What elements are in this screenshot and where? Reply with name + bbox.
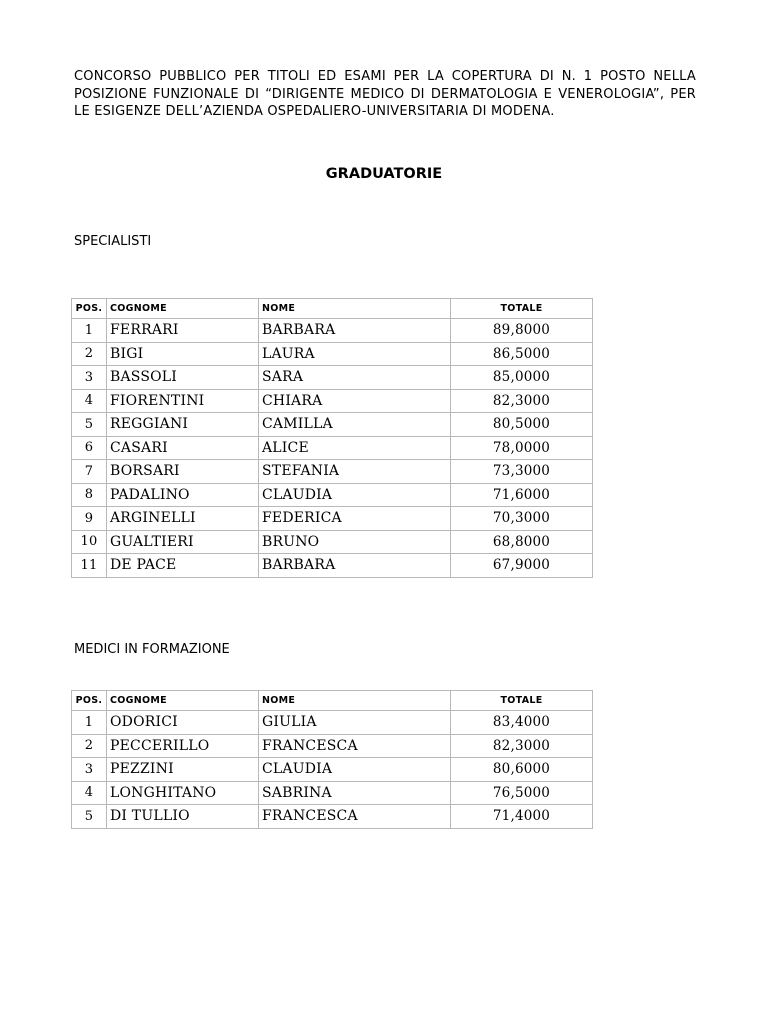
column-header-nome: NOME xyxy=(259,299,451,319)
page-title: GRADUATORIE xyxy=(325,166,443,182)
cell-nome: BARBARA xyxy=(259,554,451,578)
cell-cognome: DI TULLIO xyxy=(107,805,259,829)
cell-cognome: BASSOLI xyxy=(107,366,259,390)
column-header-cognome: COGNOME xyxy=(107,691,259,711)
cell-pos: 5 xyxy=(72,805,107,829)
column-header-pos: POS. xyxy=(72,299,107,319)
cell-nome: FEDERICA xyxy=(259,507,451,531)
cell-nome: CHIARA xyxy=(259,389,451,413)
cell-nome: CLAUDIA xyxy=(259,758,451,782)
cell-nome: BRUNO xyxy=(259,530,451,554)
cell-pos: 7 xyxy=(72,460,107,484)
cell-totale: 80,6000 xyxy=(451,758,593,782)
cell-cognome: BIGI xyxy=(107,342,259,366)
cell-totale: 78,0000 xyxy=(451,436,593,460)
table-row xyxy=(72,758,593,782)
cell-pos: 10 xyxy=(72,530,107,554)
column-header-pos: POS. xyxy=(72,691,107,711)
cell-nome: LAURA xyxy=(259,342,451,366)
cell-nome: SABRINA xyxy=(259,781,451,805)
cell-totale: 71,6000 xyxy=(451,483,593,507)
table-row xyxy=(72,805,593,829)
cell-cognome: DE PACE xyxy=(107,554,259,578)
table-row xyxy=(72,554,593,578)
cell-totale: 70,3000 xyxy=(451,507,593,531)
column-header-totale: TOTALE xyxy=(451,691,593,711)
cell-nome: CLAUDIA xyxy=(259,483,451,507)
cell-totale: 89,8000 xyxy=(451,319,593,343)
table-row xyxy=(72,319,593,343)
cell-nome: STEFANIA xyxy=(259,460,451,484)
cell-nome: SARA xyxy=(259,366,451,390)
table-row xyxy=(72,530,593,554)
cell-totale: 67,9000 xyxy=(451,554,593,578)
cell-nome: GIULIA xyxy=(259,711,451,735)
cell-nome: FRANCESCA xyxy=(259,805,451,829)
table-row xyxy=(72,460,593,484)
cell-pos: 9 xyxy=(72,507,107,531)
cell-nome: FRANCESCA xyxy=(259,734,451,758)
cell-pos: 2 xyxy=(72,342,107,366)
cell-cognome: FERRARI xyxy=(107,319,259,343)
cell-nome: CAMILLA xyxy=(259,413,451,437)
section-title-medici-in-formazione: MEDICI IN FORMAZIONE xyxy=(74,642,230,657)
cell-totale: 82,3000 xyxy=(451,734,593,758)
ranking-table-specialisti xyxy=(71,298,593,578)
cell-pos: 11 xyxy=(72,554,107,578)
table-row xyxy=(72,734,593,758)
cell-pos: 5 xyxy=(72,413,107,437)
cell-cognome: CASARI xyxy=(107,436,259,460)
cell-cognome: ODORICI xyxy=(107,711,259,735)
cell-cognome: BORSARI xyxy=(107,460,259,484)
cell-nome: BARBARA xyxy=(259,319,451,343)
table-header-row xyxy=(72,691,593,711)
cell-cognome: PEZZINI xyxy=(107,758,259,782)
cell-pos: 2 xyxy=(72,734,107,758)
cell-pos: 1 xyxy=(72,319,107,343)
section-title-specialisti: SPECIALISTI xyxy=(74,234,152,249)
cell-cognome: PADALINO xyxy=(107,483,259,507)
cell-totale: 73,3000 xyxy=(451,460,593,484)
intro-paragraph: CONCORSO PUBBLICO PER TITOLI ED ESAMI PER LA COPERTURA DI N. 1 POSTO NELLA POSIZIONE FUNZIONALE DI “DIRIGENTE MEDICO DI DERMATOLOGIA E VENEROLOGIA”, PER LE ESIGENZE DELL’AZIENDA OSPEDALIERO-UNIVERSITARIA DI MODENA. xyxy=(74,69,696,119)
table-header-row xyxy=(72,299,593,319)
table-row xyxy=(72,413,593,437)
cell-totale: 68,8000 xyxy=(451,530,593,554)
table-row xyxy=(72,342,593,366)
cell-nome: ALICE xyxy=(259,436,451,460)
cell-pos: 6 xyxy=(72,436,107,460)
cell-pos: 8 xyxy=(72,483,107,507)
cell-pos: 1 xyxy=(72,711,107,735)
cell-totale: 85,0000 xyxy=(451,366,593,390)
cell-cognome: ARGINELLI xyxy=(107,507,259,531)
cell-pos: 4 xyxy=(72,781,107,805)
column-header-nome: NOME xyxy=(259,691,451,711)
ranking-table-medici-in-formazione xyxy=(71,690,593,829)
cell-totale: 80,5000 xyxy=(451,413,593,437)
cell-cognome: PECCERILLO xyxy=(107,734,259,758)
column-header-totale: TOTALE xyxy=(451,299,593,319)
cell-cognome: GUALTIERI xyxy=(107,530,259,554)
cell-pos: 4 xyxy=(72,389,107,413)
cell-totale: 76,5000 xyxy=(451,781,593,805)
table-row xyxy=(72,389,593,413)
cell-pos: 3 xyxy=(72,366,107,390)
table-row xyxy=(72,507,593,531)
cell-totale: 82,3000 xyxy=(451,389,593,413)
table-row xyxy=(72,781,593,805)
table-row xyxy=(72,711,593,735)
table-row xyxy=(72,366,593,390)
cell-totale: 86,5000 xyxy=(451,342,593,366)
cell-totale: 71,4000 xyxy=(451,805,593,829)
cell-cognome: LONGHITANO xyxy=(107,781,259,805)
cell-cognome: REGGIANI xyxy=(107,413,259,437)
table-row xyxy=(72,483,593,507)
cell-cognome: FIORENTINI xyxy=(107,389,259,413)
table-row xyxy=(72,436,593,460)
cell-pos: 3 xyxy=(72,758,107,782)
cell-totale: 83,4000 xyxy=(451,711,593,735)
column-header-cognome: COGNOME xyxy=(107,299,259,319)
